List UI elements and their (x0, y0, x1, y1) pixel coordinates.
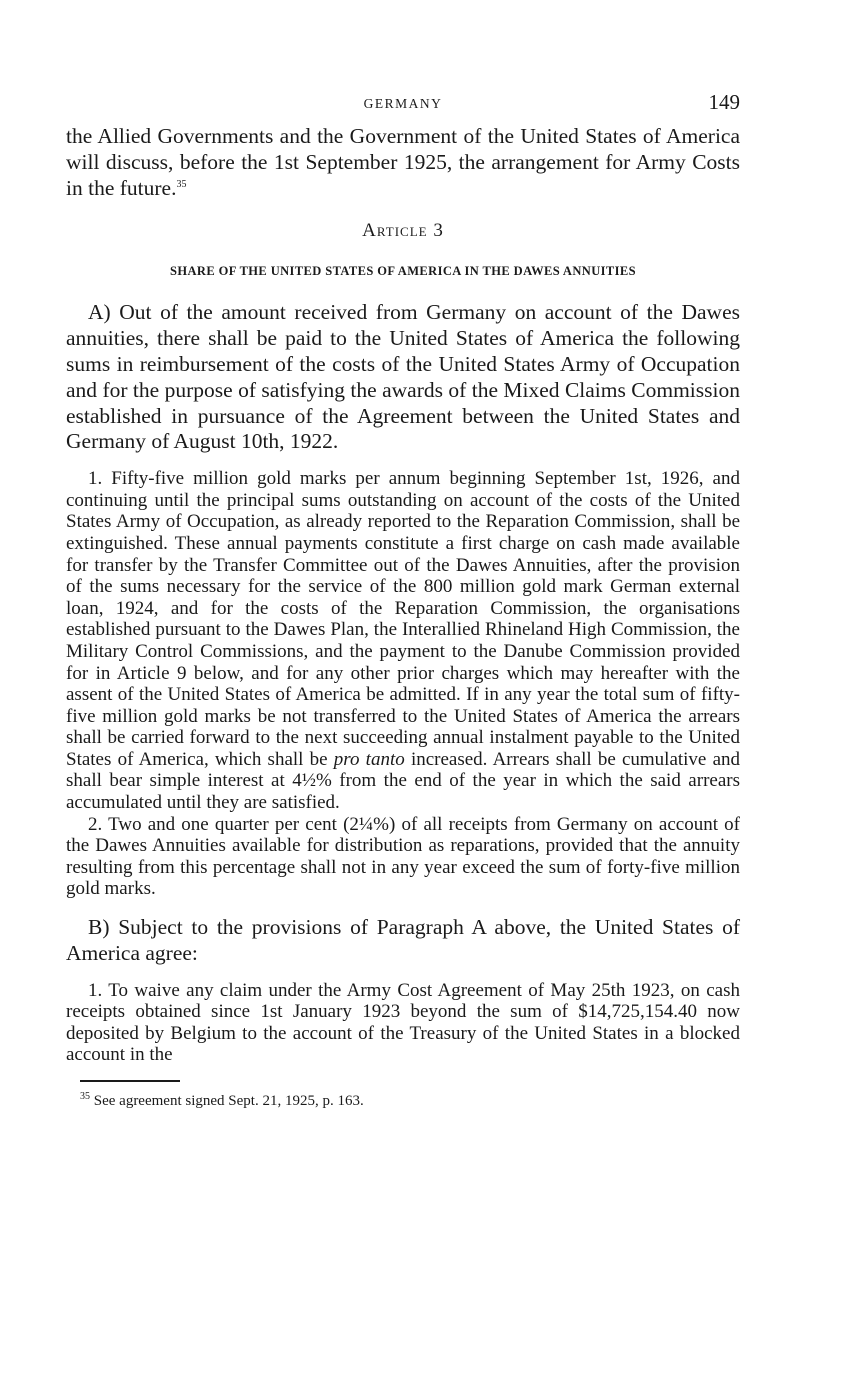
footnote-reference: 35 (176, 178, 187, 190)
article-heading: Article 3 (362, 220, 444, 242)
item-a1-text: 1. Fifty-five million gold marks per annum beginning September 1st, 1926, and continuing until the principal sums outstanding on account of the costs of the United States Army of Occupation, as already reported to the Reparation Commission, shall be extinguished. These annual payments constitute a first charge on cash made available for transfer by the Transfer Committee out of the Dawes Annuities, after the provision of the sums necessary for the service of the 800 million gold mark German external loan, 1924, and for the costs of the Reparation Commission, the organisations established pursuant to the Dawes Plan, the Interallied Rhineland High Commission, the Military Control Commissions, and the payment to the Danube Commission provided for in Article 9 below, and for any other prior charges which may hereafter with the assent of the United States of America be admitted. If in any year the total sum of fifty-five million gold marks be not transferred to the United States of America the arrears shall be carried forward to the next succeeding annual instalment payable to the United States of America, which shall be (66, 468, 740, 770)
continuation-paragraph (66, 124, 740, 201)
item-b1: 1. To waive any claim under the Army Cost Agreement of May 25th 1923, on cash receipts obtained since 1st January 1923 beyond the sum of $14,725,154.40 now deposited by Belgium to the account of the Treasury of the United States in a blocked account in the (66, 979, 740, 1066)
footnote-marker: 35 (80, 1091, 90, 1103)
page-number: 149 (708, 90, 740, 114)
section-title: SHARE OF THE UNITED STATES OF AMERICA IN THE DAWES ANNUITIES (169, 264, 636, 279)
document-page (66, 88, 740, 1111)
footnote-divider (80, 1080, 180, 1082)
item-a2: 2. Two and one quarter per cent (2¼%) of all receipts from Germany on account of the Dawes Annuities available for distribution as reparations, provided that the annuity resulting from this percentage shall not in any year exceed the sum of forty-five million gold marks. (66, 813, 740, 900)
paragraph-a: A) Out of the amount received from Germany on account of the Dawes annuities, there shall be paid to the United States of America the following sums in reimbursement of the costs of the United States Army of Occupation and for the purpose of satisfying the awards of the Mixed Claims Commission established in pursuance of the Agreement between the United States and Germany of August 10th, 1922. (66, 300, 740, 454)
item-a1-text-continued: increased. Arrears shall be cumulative and shall bear simple interest at 4½% from the end of the year in which the said arrears accumulated until they are satisfied. (66, 748, 741, 814)
continuation-text: the Allied Governments and the Government of the United States of America will discuss, before the 1st September 1925, the arrangement for Army Costs in the future. (66, 124, 740, 200)
item-a1 (66, 468, 740, 814)
running-title: GERMANY (363, 96, 443, 111)
paragraph-b: B) Subject to the provisions of Paragraph A above, the United States of America agree: (66, 915, 740, 965)
footnote-text: See agreement signed Sept. 21, 1925, p. 163. (93, 1093, 364, 1110)
footnote (80, 1091, 740, 1111)
item-a1-italic: pro tanto (333, 748, 405, 770)
running-header (66, 88, 740, 124)
